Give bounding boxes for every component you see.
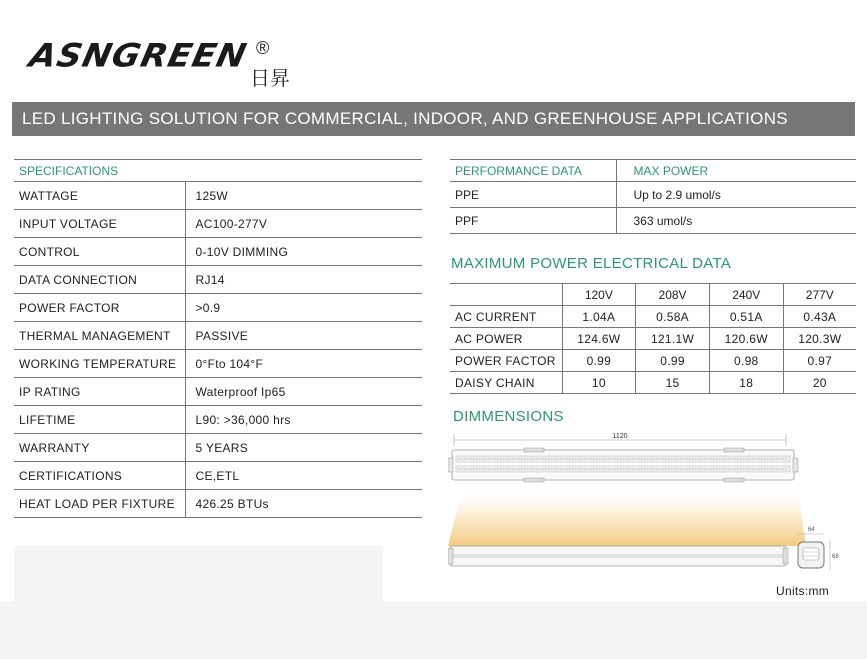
spec-row bbox=[14, 210, 422, 238]
spec-row bbox=[14, 182, 422, 210]
voltage-header: 208V bbox=[636, 284, 710, 306]
logo-wordmark: ASNGREEN bbox=[25, 37, 251, 75]
spec-value: AC100-277V bbox=[185, 210, 422, 238]
performance-key: PPE bbox=[450, 182, 616, 208]
electrical-header-row bbox=[450, 284, 856, 306]
spec-row bbox=[14, 378, 422, 406]
electrical-title: MAXIMUM POWER ELECTRICAL DATA bbox=[451, 255, 732, 272]
length-dimension bbox=[454, 433, 786, 446]
electrical-value: 0.98 bbox=[709, 350, 783, 372]
electrical-value: 120.6W bbox=[709, 328, 783, 350]
electrical-value: 20 bbox=[783, 372, 856, 394]
electrical-value: 15 bbox=[636, 372, 710, 394]
electrical-key: AC POWER bbox=[450, 328, 562, 350]
electrical-row bbox=[450, 306, 856, 328]
length-label: 1120 bbox=[612, 433, 628, 440]
electrical-value: 121.1W bbox=[636, 328, 710, 350]
electrical-value: 0.51A bbox=[709, 306, 783, 328]
specifications-body bbox=[14, 182, 422, 518]
spec-row bbox=[14, 350, 422, 378]
spec-row bbox=[14, 462, 422, 490]
spec-key: CERTIFICATIONS bbox=[14, 462, 185, 490]
spec-key: HEAT LOAD PER FIXTURE bbox=[14, 490, 185, 518]
electrical-row bbox=[450, 350, 856, 372]
dimensions-drawing bbox=[448, 428, 858, 598]
electrical-value: 1.04A bbox=[562, 306, 636, 328]
spec-value: RJ14 bbox=[185, 266, 422, 294]
specifications-title: SPECIFICATIONS bbox=[14, 160, 422, 182]
spec-key: CONTROL bbox=[14, 238, 185, 266]
performance-value: Up to 2.9 umol/s bbox=[616, 182, 856, 208]
electrical-value: 120.3W bbox=[783, 328, 856, 350]
spec-value: 0°Fto 104°F bbox=[185, 350, 422, 378]
brand-logo bbox=[25, 36, 330, 90]
fixture-side-view bbox=[448, 546, 788, 566]
electrical-value: 0.58A bbox=[636, 306, 710, 328]
spec-value: 125W bbox=[185, 182, 422, 210]
electrical-key: DAISY CHAIN bbox=[450, 372, 562, 394]
electrical-value: 0.99 bbox=[562, 350, 636, 372]
light-glow bbox=[448, 490, 806, 546]
spec-row bbox=[14, 266, 422, 294]
spec-value: PASSIVE bbox=[185, 322, 422, 350]
electrical-value: 0.97 bbox=[783, 350, 856, 372]
spec-key: THERMAL MANAGEMENT bbox=[14, 322, 185, 350]
performance-header: PERFORMANCE DATA bbox=[450, 160, 616, 182]
voltage-header: 120V bbox=[562, 284, 636, 306]
spec-key: LIFETIME bbox=[14, 406, 185, 434]
performance-body bbox=[450, 182, 856, 234]
spec-row bbox=[14, 434, 422, 462]
spec-key: WORKING TEMPERATURE bbox=[14, 350, 185, 378]
electrical-row bbox=[450, 372, 856, 394]
units-label: Units:mm bbox=[776, 584, 830, 598]
performance-row bbox=[450, 208, 856, 234]
performance-value: 363 umol/s bbox=[616, 208, 856, 234]
spec-key: WATTAGE bbox=[14, 182, 185, 210]
spec-value: CE,ETL bbox=[185, 462, 422, 490]
electrical-key: AC CURRENT bbox=[450, 306, 562, 328]
spec-row bbox=[14, 322, 422, 350]
spec-row bbox=[14, 238, 422, 266]
dimensions-title: DIMMENSIONS bbox=[453, 408, 564, 425]
logo-chinese-text: 日昇 bbox=[250, 66, 290, 90]
spec-row bbox=[14, 490, 422, 518]
voltage-header: 277V bbox=[783, 284, 856, 306]
max-power-header: MAX POWER bbox=[616, 160, 856, 182]
blank-panel bbox=[14, 546, 383, 608]
spec-key: WARRANTY bbox=[14, 434, 185, 462]
spec-value: 0-10V DIMMING bbox=[185, 238, 422, 266]
performance-table bbox=[450, 159, 856, 234]
spec-key: INPUT VOLTAGE bbox=[14, 210, 185, 238]
spec-key: IP RATING bbox=[14, 378, 185, 406]
footer-band bbox=[0, 602, 867, 659]
headline-banner: LED LIGHTING SOLUTION FOR COMMERCIAL, INDOOR, AND GREENHOUSE APPLICATIONS bbox=[12, 102, 855, 136]
electrical-corner-cell bbox=[450, 284, 562, 306]
electrical-key: POWER FACTOR bbox=[450, 350, 562, 372]
electrical-table bbox=[450, 283, 856, 394]
spec-value: Waterproof Ip65 bbox=[185, 378, 422, 406]
electrical-value: 10 bbox=[562, 372, 636, 394]
fixture-top-view bbox=[448, 448, 798, 482]
specifications-table bbox=[14, 159, 422, 518]
voltage-header: 240V bbox=[709, 284, 783, 306]
electrical-value: 124.6W bbox=[562, 328, 636, 350]
spec-value: L90: >36,000 hrs bbox=[185, 406, 422, 434]
spec-value: 426.25 BTUs bbox=[185, 490, 422, 518]
height-label: 68 bbox=[832, 554, 839, 560]
electrical-body bbox=[450, 306, 856, 394]
spec-key: DATA CONNECTION bbox=[14, 266, 185, 294]
spec-value: >0.9 bbox=[185, 294, 422, 322]
electrical-value: 0.99 bbox=[636, 350, 710, 372]
electrical-value: 0.43A bbox=[783, 306, 856, 328]
width-label: 64 bbox=[808, 527, 815, 533]
spec-row bbox=[14, 406, 422, 434]
performance-row bbox=[450, 182, 856, 208]
spec-value: 5 YEARS bbox=[185, 434, 422, 462]
spec-row bbox=[14, 294, 422, 322]
performance-key: PPF bbox=[450, 208, 616, 234]
electrical-row bbox=[450, 328, 856, 350]
spec-key: POWER FACTOR bbox=[14, 294, 185, 322]
registered-mark: ® bbox=[256, 38, 270, 58]
electrical-value: 18 bbox=[709, 372, 783, 394]
